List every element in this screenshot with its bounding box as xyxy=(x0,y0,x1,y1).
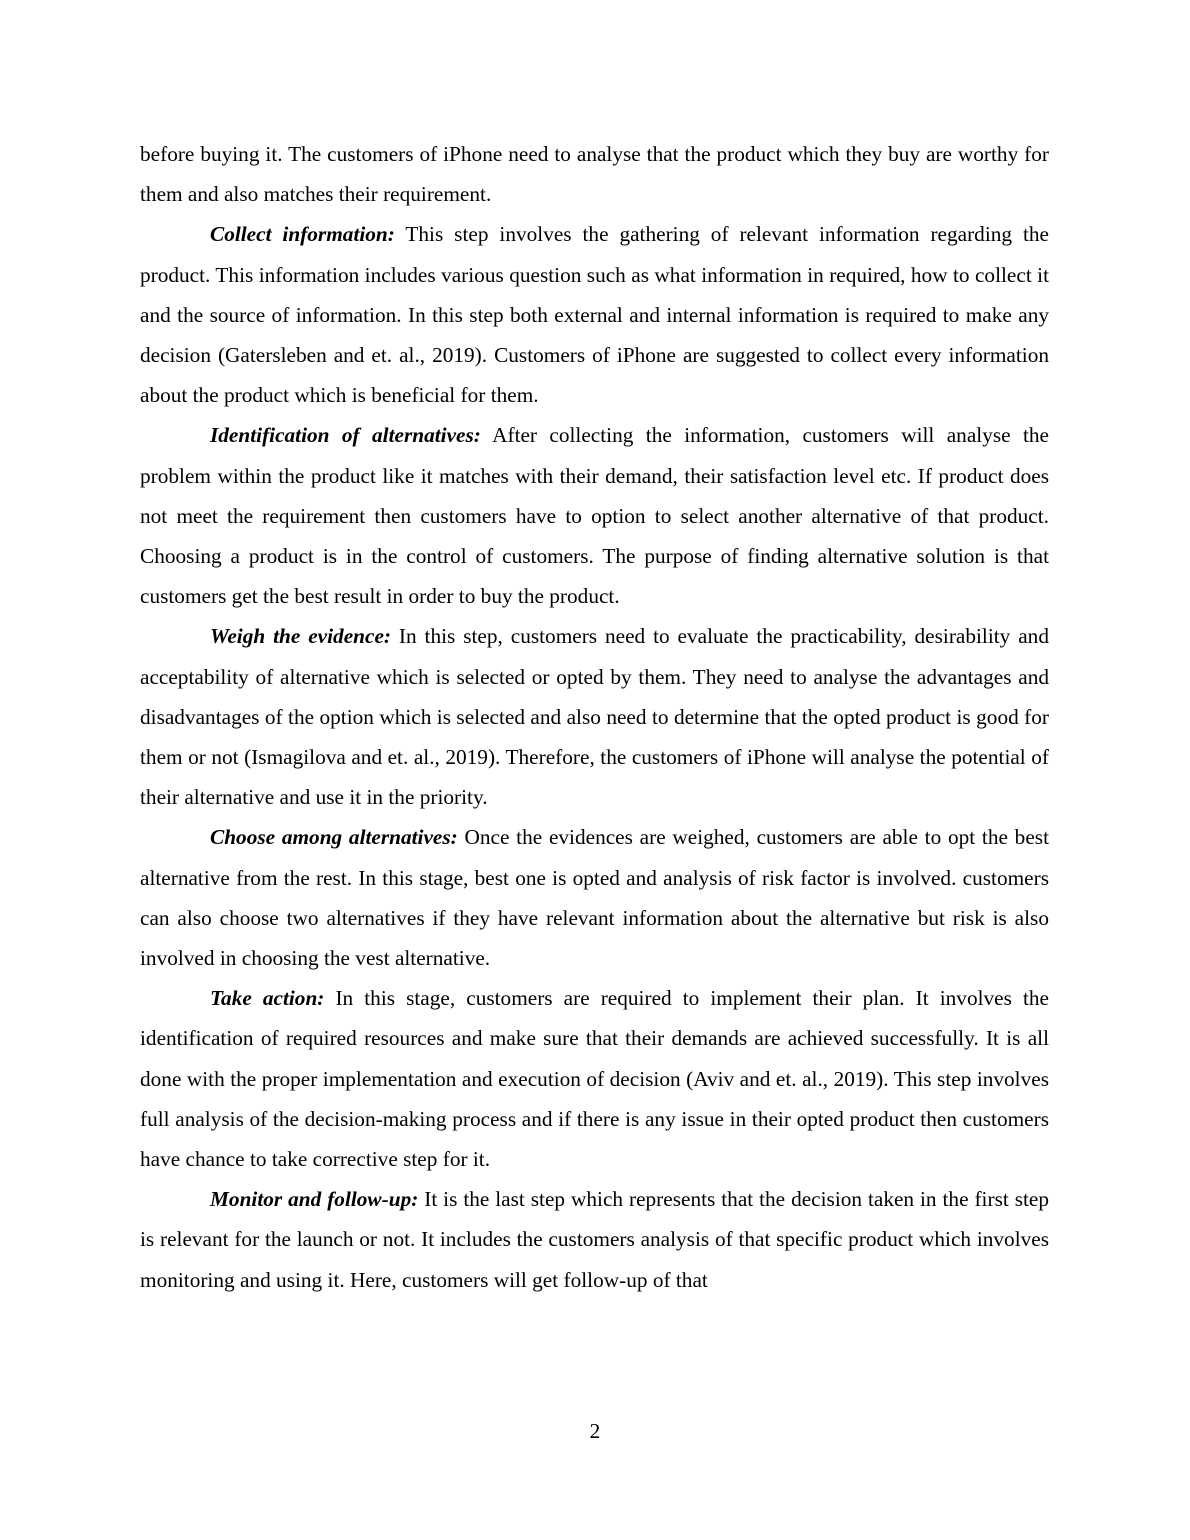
paragraph-collect-information xyxy=(140,214,1049,415)
page-number: 2 xyxy=(589,1419,601,1443)
paragraph-opening: before buying it. The customers of iPhone need to analyse that the product which they buy are worthy for them and also matches their requirement. xyxy=(140,142,1049,207)
text-identification-of-alternatives: After collecting the information, customers will analyse the problem within the product like it matches with their demand, their satisfaction level etc. If product does not meet the requirement then customers have to option to select another alternative of that product. Choosing a product is in the control of customers. The purpose of finding alternative solution is that customers get the best result in order to buy the product. xyxy=(140,423,1049,609)
term-collect-information: Collect information: xyxy=(210,222,395,247)
term-take-action: Take action: xyxy=(210,986,325,1011)
paragraph-monitor-and-follow-up xyxy=(140,1179,1049,1300)
term-monitor-and-follow-up: Monitor and follow-up: xyxy=(210,1187,419,1212)
paragraph-take-action xyxy=(140,978,1049,1179)
text-choose-among-alternatives: Once the evidences are weighed, customers are able to opt the best alternative from the rest. In this stage, best one is opted and analysis of risk factor is involved. customers can also choose two alternatives if they have relevant information about the alternative but risk is also involved in choosing the vest alternative. xyxy=(140,825,1049,971)
page-body xyxy=(140,134,1049,1300)
text-take-action: In this stage, customers are required to implement their plan. It involves the identification of required resources and make sure that their demands are achieved successfully. It is all done with the proper implementation and execution of decision (Aviv and et. al., 2019). This step involves full analysis of the decision-making process and if there is any issue in their opted product then customers have chance to take corrective step for it. xyxy=(140,986,1049,1172)
paragraph-choose-among-alternatives xyxy=(140,817,1049,978)
term-weigh-the-evidence: Weigh the evidence: xyxy=(210,624,391,649)
text-collect-information: This step involves the gathering of relevant information regarding the product. This information includes various question such as what information in required, how to collect it and the source of information. In this step both external and internal information is required to make any decision (Gatersleben and et. al., 2019). Customers of iPhone are suggested to collect every information about the product which is beneficial for them. xyxy=(140,222,1049,408)
term-identification-of-alternatives: Identification of alternatives: xyxy=(210,423,481,448)
paragraph-identification-of-alternatives xyxy=(140,415,1049,616)
text-monitor-and-follow-up: It is the last step which represents that the decision taken in the first step is relevant for the launch or not. It includes the customers analysis of that specific product which involves monitoring and using it. Here, customers will get follow-up of that xyxy=(140,1187,1050,1292)
paragraph-weigh-the-evidence xyxy=(140,616,1049,817)
term-choose-among-alternatives: Choose among alternatives: xyxy=(210,825,458,850)
text-weigh-the-evidence: In this step, customers need to evaluate the practicability, desirability and acceptability of alternative which is selected or opted by them. They need to analyse the advantages and disadvantages of the option which is selected and also need to determine that the opted product is good for them or not (Ismagilova and et. al., 2019). Therefore, the customers of iPhone will analyse the potential of their alternative and use it in the priority. xyxy=(140,624,1049,810)
